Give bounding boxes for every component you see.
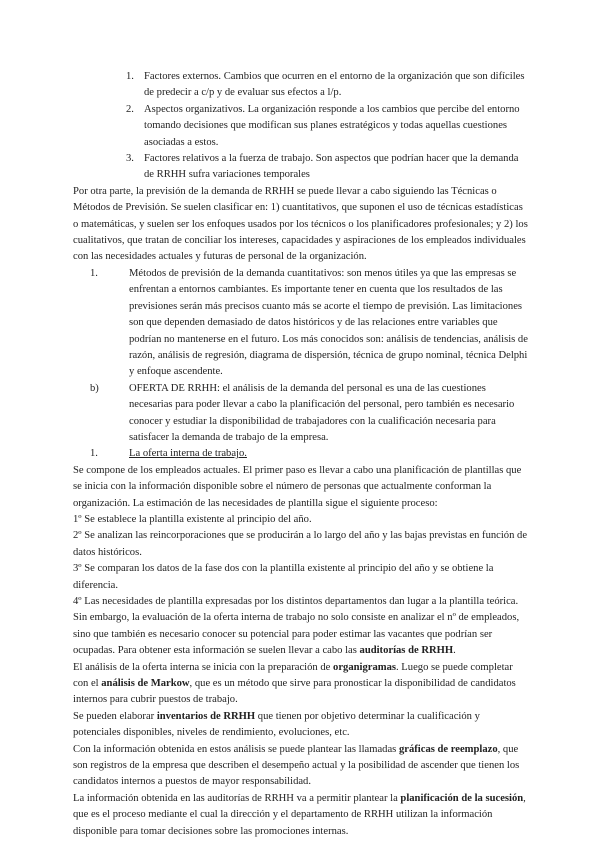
list-item-text: Aspectos organizativos. La organización responde a los cambios que percibe del entorno tomando decisiones que modifican sus planes estratégicos y todas aquellas cuestiones asociadas a estos. bbox=[144, 103, 520, 148]
process-step: 1º Se establece la plantilla existente al principio del año. bbox=[73, 513, 312, 525]
paragraph-inventarios: Se pueden elaborar inventarios de RRHH que tienen por objetivo determinar la cualificación y potenciales disponibles, niveles de rendimiento, evoluciones, etc. bbox=[73, 710, 480, 739]
section-heading: La oferta interna de trabajo. bbox=[129, 448, 247, 460]
list-item bbox=[73, 446, 530, 462]
document-body bbox=[73, 69, 530, 840]
list-number: 2. bbox=[126, 103, 134, 115]
paragraph-sucesion: La información obtenida en las auditorías de RRHH va a permitir plantear la planificación de la sucesión, que es el proceso mediante el cual la dirección y el departamento de RRHH utilizan la información disponible para tomar decisiones sobre las promociones internas. bbox=[73, 792, 526, 837]
list-number: b) bbox=[90, 382, 99, 394]
bold-term: organigramas bbox=[333, 661, 396, 673]
list-number: 3. bbox=[126, 153, 134, 165]
list-item-text: Métodos de previsión de la demanda cuantitativos: son menos útiles ya que las empresas se enfrentan a entornos cambiantes. Es importante tener en cuenta que los resultados de las previsiones serán más precisos cuanto más se acorte el tiempo de previsión. Las limitaciones son que dependen demasiado de datos históricos y de las relaciones entre variables que podrían no mantenerse en el futuro. Los más conocidos son: análisis de tendencias, análisis de razón, análisis de regresión, diagrama de dispersión, técnica de grupo nominal, técnica Delphi y enfoque ascendente. bbox=[129, 267, 528, 378]
list-item bbox=[73, 69, 530, 102]
bold-term: inventarios de RRHH bbox=[156, 710, 256, 722]
bold-term: análisis de Markow bbox=[101, 678, 190, 690]
list-item-text: OFERTA DE RRHH: el análisis de la demanda del personal es una de las cuestiones necesarias para poder llevar a cabo la planificación del personal, pero también es necesario conocer y estudiar la disponibilidad de trabajadores con la cualificación necesaria para satisfacer la demanda de trabajo de la empresa. bbox=[129, 382, 515, 443]
bold-term: auditorías de RRHH bbox=[359, 645, 454, 657]
list-item bbox=[73, 151, 530, 184]
process-step: 4º Las necesidades de plantilla expresadas por los distintos departamentos dan lugar a la plantilla teórica. bbox=[73, 596, 519, 607]
paragraph-sin-embargo: Sin embargo, la evaluación de la oferta interna de trabajo no solo consiste en analizar el nº de empleados, sino que también es necesario conocer su potencial para poder estimar las vacantes que podrían ser ocupadas. Para obtener esta información se suelen llevar a cabo las auditorías de RRHH. bbox=[73, 612, 520, 657]
list-item bbox=[73, 102, 530, 151]
paragraph-analisis: El análisis de la oferta interna se inicia con la preparación de organigramas. Luego se puede completar con el análisis de Markow, que es un método que sirve para pronosticar la disponibilidad de candidatos internos para cubrir puestos de trabajo. bbox=[73, 661, 516, 706]
list-number: 1. bbox=[90, 448, 98, 460]
paragraph-prevision: Por otra parte, la previsión de la demanda de RRHH se puede llevar a cabo siguiendo las Técnicas o Métodos de Previsión. Se suelen clasificar en: 1) cuantitativos, que suponen el uso de técnicas estadísticas o matemáticas, y suelen ser los enfoques usados por los técnicos o los planificadores profesionales; y 2) los cualitativos, que tratan de conciliar los intereses, capacidades y aspiraciones de los empleados individuales con las necesidades actuales y futuras de personal de la organización. bbox=[73, 185, 528, 263]
list-item-text: Factores externos. Cambios que ocurren en el entorno de la organización que son difíciles de predecir a c/p y de evaluar sus efectos a l/p. bbox=[144, 71, 525, 99]
list-item bbox=[73, 266, 530, 381]
process-step: 2º Se analizan las reincorporaciones que se producirán a lo largo del año y las bajas previstas en función de datos históricos. bbox=[73, 530, 528, 558]
paragraph-compone: Se compone de los empleados actuales. El primer paso es llevar a cabo una planificación de plantillas que se inicia con la información disponible sobre el número de personas que actualmente conforman la organización. La estimación de las necesidades de plantilla sigue el siguiente proceso: bbox=[73, 464, 522, 509]
list-number: 1. bbox=[90, 267, 98, 279]
bold-term: gráficas de reemplazo bbox=[398, 743, 498, 755]
list-number: 1. bbox=[126, 71, 134, 82]
paragraph-graficas: Con la información obtenida en estos análisis se puede plantear las llamadas gráficas de reemplazo, que son registros de la empresa que describen el desempeño actual y la posibilidad de ascender que tienen los candidatos internos a puestos de mayor responsabilidad. bbox=[73, 743, 520, 788]
list-item bbox=[73, 381, 530, 447]
bold-term: planificación de la sucesión bbox=[400, 792, 524, 804]
process-step: 3º Se comparan los datos de la fase dos con la plantilla existente al principio del año y se obtiene la diferencia. bbox=[73, 563, 494, 591]
list-item-text: Factores relativos a la fuerza de trabajo. Son aspectos que podrían hacer que la demanda de RRHH sufra variaciones temporales bbox=[144, 153, 519, 181]
